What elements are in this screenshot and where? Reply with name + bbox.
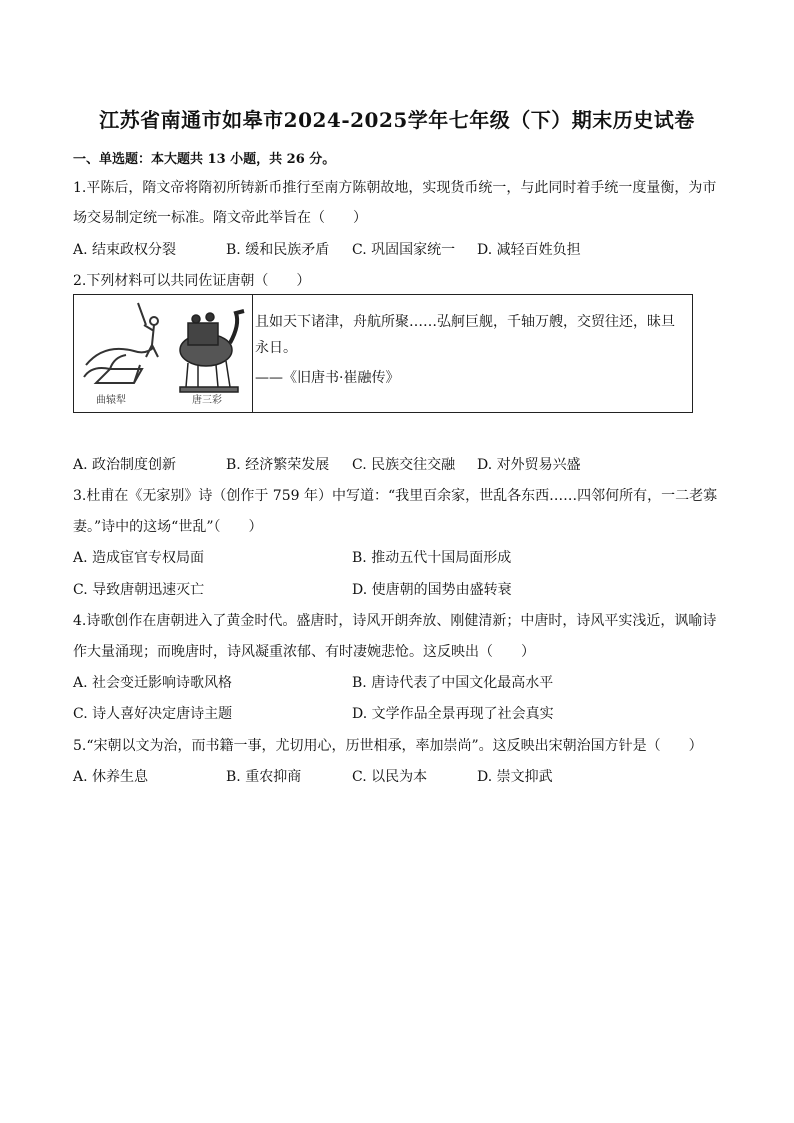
q5-option-d: D. 崇文抑武 xyxy=(477,769,553,785)
section-heading: 一、单选题：本大题共 13 小题，共 26 分。 xyxy=(73,152,336,167)
q3-option-d: D. 使唐朝的国势由盛转衰 xyxy=(352,582,512,598)
q2-material-source: ——《旧唐书·崔融传》 xyxy=(255,370,400,386)
q2-stem: 2.下列材料可以共同佐证唐朝（ ） xyxy=(73,273,311,289)
q4-option-c: C. 诗人喜好决定唐诗主题 xyxy=(73,706,233,722)
q4-stem-line1: 4.诗歌创作在唐朝进入了黄金时代。盛唐时，诗风开朗奔放、刚健清新；中唐时，诗风平实浅近，讽喻诗 xyxy=(73,613,717,629)
exam-title: 江苏省南通市如皋市2024-2025学年七年级（下）期末历史试卷 xyxy=(99,108,695,132)
q2-option-a: A. 政治制度创新 xyxy=(73,457,177,473)
q3-stem-line2: 妻。”诗中的这场“世乱”（ ） xyxy=(73,519,263,535)
q1-option-c: C. 巩固国家统一 xyxy=(352,242,456,258)
curved-plow-icon xyxy=(84,303,158,383)
q5-option-c: C. 以民为本 xyxy=(352,769,428,785)
q1-option-b: B. 缓和民族矛盾 xyxy=(226,242,330,258)
q2-image-cell xyxy=(74,295,253,412)
camel-figurine-icon xyxy=(180,311,244,392)
q3-option-c: C. 导致唐朝迅速灭亡 xyxy=(73,582,205,598)
q5-option-b: B. 重农抑商 xyxy=(226,769,302,785)
q4-stem-line2: 作大量涌现；而晚唐时，诗风凝重浓郁、有时凄婉悲怆。这反映出（ ） xyxy=(73,644,535,660)
q4-option-d: D. 文学作品全景再现了社会真实 xyxy=(352,706,554,722)
q4-option-a: A. 社会变迁影响诗歌风格 xyxy=(73,675,233,691)
q3-option-b: B. 推动五代十国局面形成 xyxy=(352,550,512,566)
q2-material-text: 且如天下诸津，舟航所聚……弘舸巨舰，千轴万艘，交贸往还，昧旦永日。 xyxy=(255,314,675,356)
q1-option-d: D. 减轻百姓负担 xyxy=(477,242,581,258)
q4-option-b: B. 唐诗代表了中国文化最高水平 xyxy=(352,675,554,691)
q3-stem-line1: 3.杜甫在《无家别》诗（创作于 759 年）中写道：“我里百余家，世乱各东西……四邻何所有，一二老寡 xyxy=(73,488,718,504)
q5-stem: 5.“宋朝以文为治，而书籍一事，尤切用心，历世相承，率加崇尚”。这反映出宋朝治国方针是（ ） xyxy=(73,738,703,754)
q2-material-table xyxy=(73,294,693,413)
q2-option-b: B. 经济繁荣发展 xyxy=(226,457,330,473)
q1-option-a: A. 结束政权分裂 xyxy=(73,242,177,258)
q1-stem-line2: 场交易制定统一标准。隋文帝此举旨在（ ） xyxy=(73,210,367,226)
q1-stem-line1: 1.平陈后，隋文帝将隋初所铸新币推行至南方陈朝故地，实现货币统一，与此同时着手统一度量衡，为市 xyxy=(73,180,717,196)
q2-option-c: C. 民族交往交融 xyxy=(352,457,456,473)
caption-plow: 曲辕犁 xyxy=(96,395,126,406)
q3-option-a: A. 造成宦官专权局面 xyxy=(73,550,205,566)
q2-option-d: D. 对外贸易兴盛 xyxy=(477,457,581,473)
caption-tang-sancai: 唐三彩 xyxy=(192,395,222,406)
q5-option-a: A. 休养生息 xyxy=(73,769,149,785)
